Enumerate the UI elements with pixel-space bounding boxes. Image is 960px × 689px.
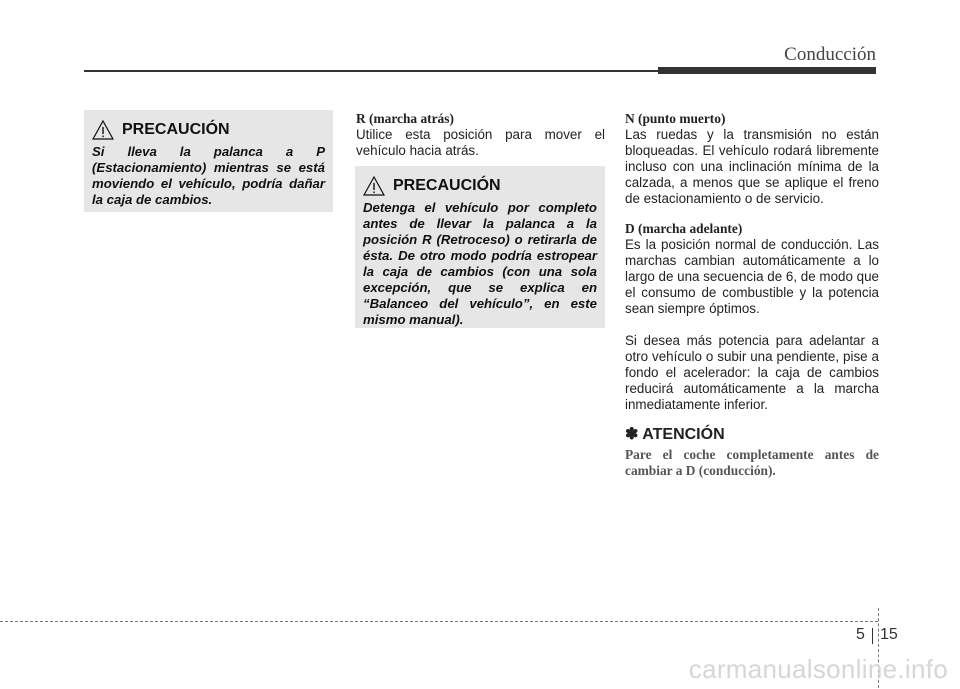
page-number-separator [872,628,873,644]
warning-triangle-icon [92,120,114,140]
section-r-text: Utilice esta posición para mover el vehículo hacia atrás. [356,127,605,158]
right-column [625,111,879,479]
watermark: carmanualsonline.info [688,654,948,684]
section-d-heading: D (marcha adelante) [625,221,743,236]
caution-text-left: Si lleva la palanca a P (Estacionamiento) mientras se está moviendo el vehículo, podría dañar la caja de cambios. [92,144,325,207]
attention-title: ✽ ATENCIÓN [625,426,725,443]
caution-title-middle [363,176,597,196]
attention-text: Pare el coche completamente antes de cambiar a D (conducción). [625,447,879,478]
section-r-heading: R (marcha atrás) [356,111,454,126]
caution-title-left [92,120,325,140]
footer-dashed-rule [0,621,878,622]
header-bar [658,67,876,74]
section-n-text: Las ruedas y la transmisión no están bloqueadas. El vehículo rodará libremente incluso con una inclinación mínima de la calzada, a menos que se aplique el freno de estacionamiento o de servicio. [625,127,879,206]
section-d-text-2: Si desea más potencia para adelantar a otro vehículo o subir una pendiente, pise a fondo el acelerador: la caja de cambios reducirá automáticamente a la marcha inmediatamente inferior. [625,333,879,412]
chapter-number: 5 [856,626,865,643]
caution-title-text: PRECAUCIÓN [122,121,230,138]
caution-title-text: PRECAUCIÓN [393,177,501,194]
section-d-text-1: Es la posición normal de conducción. Las marchas cambian automáticamente a lo largo de una secuencia de 6, de modo que el consumo de combustible y la potencia sean siempre óptimos. [625,237,879,316]
warning-triangle-icon [363,176,385,196]
section-n-heading: N (punto muerto) [625,111,726,126]
caution-text-middle: Detenga el vehículo por completo antes de llevar la palanca a la posición R (Retroceso) o retirarla de ésta. De otro modo podría estropear la caja de cambios (con una sola excepción, que se explica en “Balanceo del vehículo”, en este mismo manual). [363,200,597,327]
caution-box-middle [355,166,605,328]
page-number: 15 [880,626,898,643]
section-r [356,111,605,159]
caution-box-left [84,110,333,212]
header-rule [84,70,658,72]
chapter-title: Conducción [784,44,876,65]
